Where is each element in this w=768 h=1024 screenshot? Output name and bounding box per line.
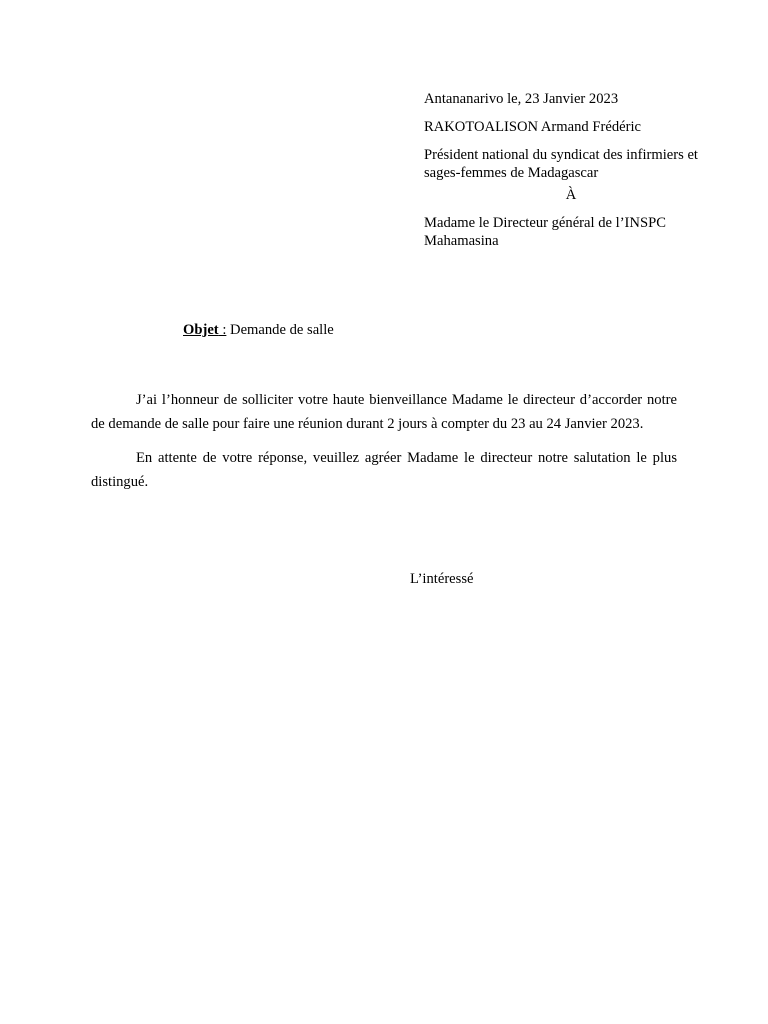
letter-body <box>91 388 677 494</box>
letter-header <box>424 90 718 250</box>
body-paragraph-1: J’ai l’honneur de solliciter votre haute bienveillance Madame le directeur d’accorder notre de demande de salle pour faire une réunion durant 2 jours à compter du 23 au 24 Janvier 2023. <box>91 392 677 432</box>
sender-name: RAKOTOALISON Armand Frédéric <box>424 119 641 135</box>
to-marker: À <box>565 187 577 203</box>
object-label: Objet <box>183 322 219 338</box>
signature: L’intéressé <box>410 571 474 587</box>
body-paragraph-2: En attente de votre réponse, veuillez agréer Madame le directeur notre salutation le plus distingué. <box>91 450 677 490</box>
recipient-line-2: Mahamasina <box>424 233 499 249</box>
recipient-line-1: Madame le Directeur général de l’INSPC <box>424 215 666 231</box>
date-line: Antananarivo le, 23 Janvier 2023 <box>424 91 619 107</box>
object-line <box>183 321 334 339</box>
object-text: Demande de salle <box>226 322 334 338</box>
object-separator: : <box>218 322 227 338</box>
sender-title: Président national du syndicat des infirmiers et sages-femmes de Madagascar <box>424 147 698 181</box>
